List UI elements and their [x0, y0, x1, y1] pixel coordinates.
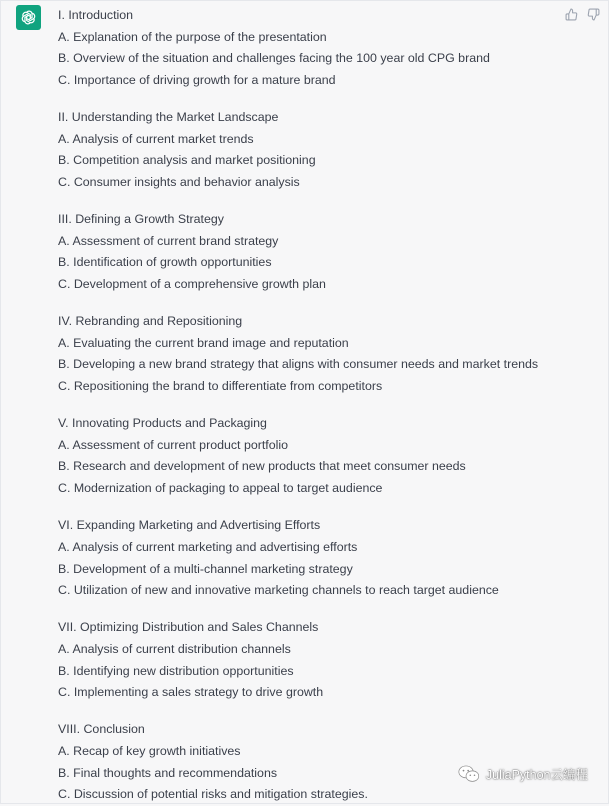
section-item: A. Assessment of current brand strategy — [58, 233, 279, 248]
section-heading: I. Introduction — [58, 8, 134, 22]
outline-section — [58, 311, 578, 397]
section-heading: VI. Expanding Marketing and Advertising Efforts — [58, 518, 321, 533]
section-heading: II. Understanding the Market Landscape — [58, 110, 279, 125]
section-item: B. Overview of the situation and challenges facing the 100 year old CPG brand — [58, 51, 490, 66]
section-heading: IV. Rebranding and Repositioning — [58, 314, 243, 329]
outline-section — [58, 617, 578, 703]
watermark — [458, 765, 588, 783]
section-item: A. Analysis of current distribution channels — [58, 641, 291, 656]
section-item: C. Discussion of potential risks and mitigation strategies. — [58, 787, 368, 802]
section-item: B. Identifying new distribution opportunities — [58, 663, 294, 678]
section-item: B. Identification of growth opportunities — [58, 255, 272, 270]
section-item: A. Analysis of current marketing and advertising efforts — [58, 539, 358, 554]
wechat-logo-icon — [458, 765, 480, 783]
section-item: B. Developing a new brand strategy that aligns with consumer needs and market trends — [58, 357, 539, 372]
section-item: C. Implementing a sales strategy to drive growth — [58, 685, 324, 700]
section-item: C. Modernization of packaging to appeal to target audience — [58, 481, 383, 496]
assistant-avatar — [16, 5, 41, 30]
section-item: B. Research and development of new products that meet consumer needs — [58, 459, 466, 474]
openai-logo-icon — [20, 9, 37, 26]
section-item: C. Consumer insights and behavior analysis — [58, 174, 300, 189]
outline-section — [58, 5, 578, 91]
section-item: C. Development of a comprehensive growth plan — [58, 276, 326, 291]
section-heading: VIII. Conclusion — [58, 722, 145, 737]
watermark-text: JuliaPython云编程 — [485, 768, 588, 782]
section-item: C. Importance of driving growth for a mature brand — [58, 72, 336, 87]
outline-content — [58, 5, 578, 806]
section-item: C. Repositioning the brand to differentiate from competitors — [58, 378, 383, 393]
section-item: A. Explanation of the purpose of the presentation — [58, 29, 327, 44]
outline-section — [58, 515, 578, 601]
section-heading: V. Innovating Products and Packaging — [58, 416, 267, 431]
section-heading: III. Defining a Growth Strategy — [58, 212, 224, 227]
outline-section — [58, 107, 578, 193]
section-item: B. Development of a multi-channel marketing strategy — [58, 561, 353, 576]
section-item: B. Competition analysis and market positioning — [58, 153, 316, 168]
thumbs-down-icon — [587, 8, 600, 21]
section-item: A. Evaluating the current brand image and reputation — [58, 335, 349, 350]
section-item: A. Assessment of current product portfolio — [58, 437, 289, 452]
section-item: A. Recap of key growth initiatives — [58, 744, 241, 759]
outline-section — [58, 719, 578, 805]
thumbs-down-button[interactable] — [587, 8, 600, 21]
outline-section — [58, 209, 578, 295]
section-item: A. Analysis of current market trends — [58, 131, 254, 146]
section-item: C. Utilization of new and innovative marketing channels to reach target audience — [58, 583, 499, 598]
outline-section — [58, 413, 578, 499]
section-heading: VII. Optimizing Distribution and Sales Channels — [58, 620, 319, 635]
section-item: B. Final thoughts and recommendations — [58, 765, 278, 780]
